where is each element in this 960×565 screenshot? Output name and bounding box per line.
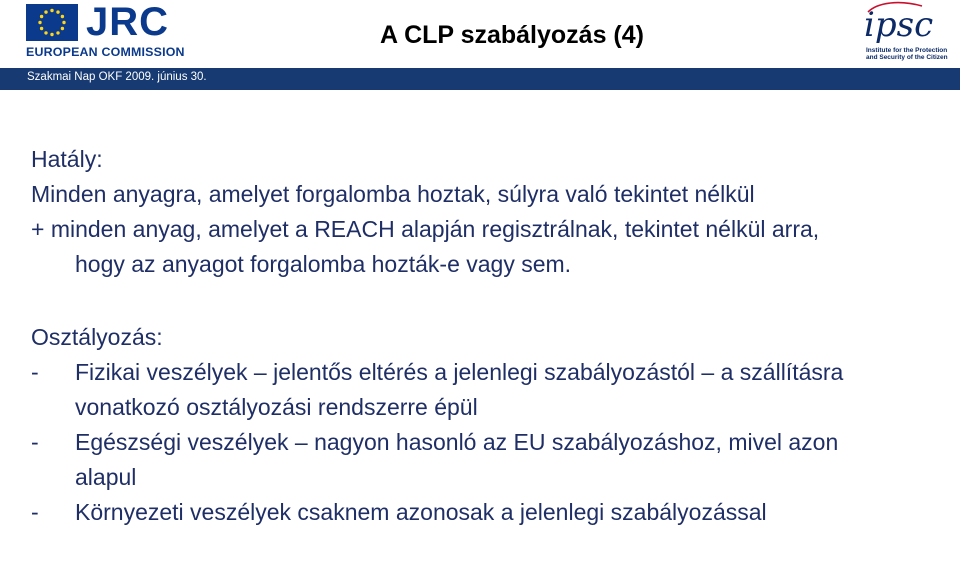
scope-heading: Hatály: — [31, 146, 103, 172]
bullet-dash: - — [31, 429, 39, 455]
event-label: Szakmai Nap OKF 2009. június 30. — [27, 71, 207, 83]
jrc-wordmark: JRC — [86, 0, 170, 44]
list-item — [31, 425, 951, 495]
eu-flag-icon — [26, 4, 78, 41]
list-item-text — [75, 355, 951, 425]
ipsc-caption-line2: and Security of the Citizen — [866, 54, 948, 61]
event-bar — [0, 68, 960, 90]
list-item-text — [75, 495, 951, 530]
jrc-logo — [26, 0, 185, 62]
list-item — [31, 355, 951, 425]
spacer — [31, 282, 951, 320]
scope-line-2: + minden anyag, amelyet a REACH alapján regisztrálnak, tekintet nélkül arra, — [31, 216, 820, 242]
list-item-line: Fizikai veszélyek – jelentős eltérés a jelenlegi szabályozástól – a szállításra — [75, 359, 844, 385]
slide-header — [0, 0, 960, 90]
list-item-text — [75, 425, 951, 495]
classification-heading: Osztályozás: — [31, 324, 163, 350]
slide-body — [31, 142, 951, 530]
european-commission-label: EUROPEAN COMMISSION — [26, 45, 185, 59]
scope-line-1: Minden anyagra, amelyet forgalomba hoztak, súlyra való tekintet nélkül — [31, 181, 755, 207]
list-item-line: Környezeti veszélyek csaknem azonosak a jelenlegi szabályozással — [75, 499, 767, 525]
ipsc-caption-line1: Institute for the Protection — [866, 47, 948, 54]
bullet-dash: - — [31, 499, 39, 525]
list-item-line: Egészségi veszélyek – nagyon hasonló az EU szabályozáshoz, mivel azon — [75, 429, 839, 455]
bullet-dash: - — [31, 359, 39, 385]
ipsc-caption — [866, 47, 948, 61]
list-item-line: vonatkozó osztályozási rendszerre épül — [75, 394, 478, 420]
page-title: A CLP szabályozás (4) — [380, 21, 644, 49]
ipsc-logo — [860, 0, 956, 66]
list-item-line: alapul — [75, 464, 137, 490]
list-item — [31, 495, 951, 530]
ipsc-logo-text: ipsc — [864, 5, 934, 45]
ipsc-wordmark-icon — [860, 0, 956, 46]
scope-line-3: hogy az anyagot forgalomba hozták-e vagy sem. — [75, 251, 572, 277]
eu-stars-icon — [26, 4, 78, 41]
